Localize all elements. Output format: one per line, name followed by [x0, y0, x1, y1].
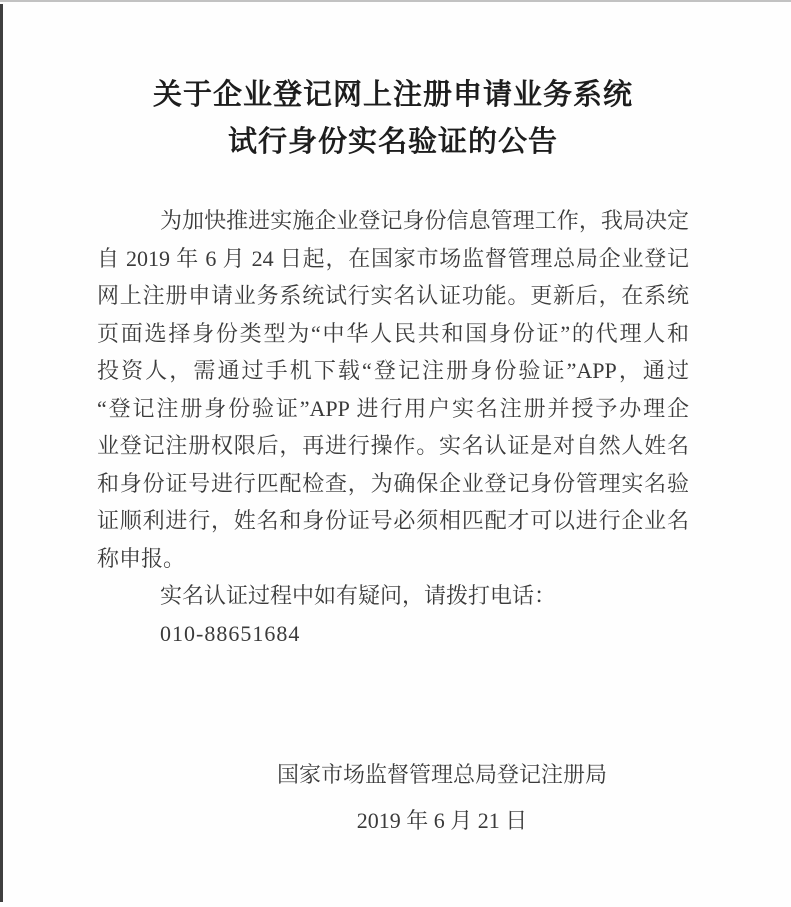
body-line: 投资人，需通过手机下载“登记注册身份验证”APP，通过 [97, 358, 689, 383]
body-line: 称申报。 [97, 545, 186, 571]
phone-number: 010-88651684 [160, 620, 301, 646]
body-line: 和身份证号进行匹配检查，为确保企业登记身份管理实名验 [97, 470, 689, 496]
title-line-2: 试行身份实名验证的公告 [227, 126, 558, 158]
document-body [97, 202, 689, 652]
signature-block [97, 752, 689, 844]
body-line: “登记注册身份验证”APP 进行用户实名注册并授予办理企 [97, 395, 689, 421]
left-border-line [0, 4, 3, 902]
body-line: 网上注册申请业务系统试行实名认证功能。更新后，在系统 [97, 283, 689, 308]
body-line: 为加快推进实施企业登记身份信息管理工作，我局决定 [160, 208, 689, 233]
body-line: 页面选择身份类型为“中华人民共和国身份证”的代理人和 [97, 320, 689, 346]
issue-date: 2019 年 6 月 21 日 [356, 808, 528, 833]
contact-line: 实名认证过程中如有疑问，请拨打电话： [160, 583, 557, 608]
document-title [97, 72, 689, 166]
document-content [97, 0, 689, 844]
body-line: 业登记注册权限后，再进行操作。实名认证是对自然人姓名 [97, 433, 689, 458]
title-line-1: 关于企业登记网上注册申请业务系统 [152, 79, 633, 111]
issuing-authority: 国家市场监督管理总局登记注册局 [276, 762, 607, 787]
body-line: 证顺利进行，姓名和身份证号必须相匹配才可以进行企业名 [97, 508, 689, 533]
body-line: 自 2019 年 6 月 24 日起，在国家市场监督管理总局企业登记 [97, 245, 689, 271]
